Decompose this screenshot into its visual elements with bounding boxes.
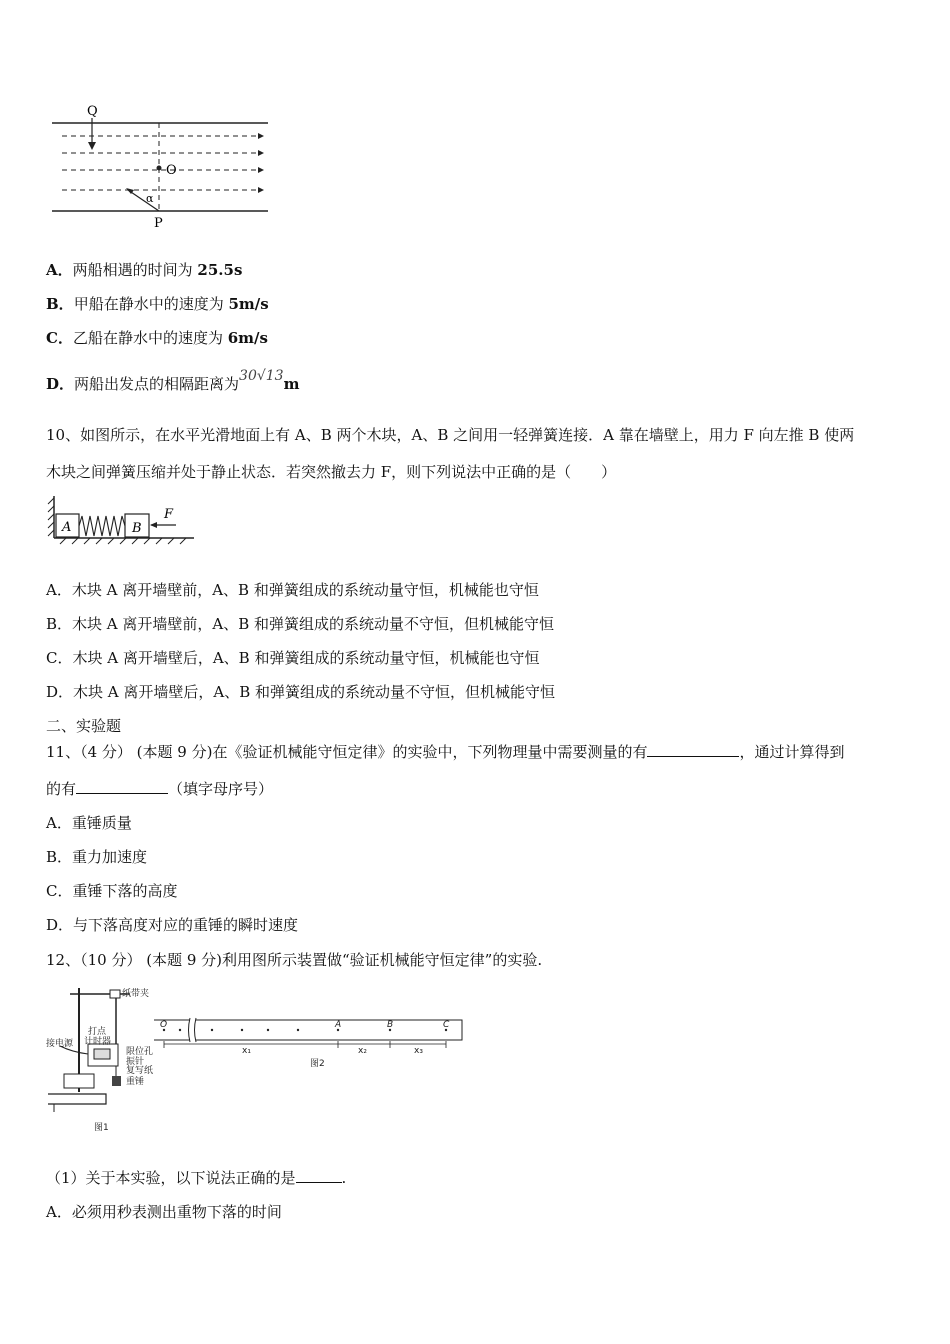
q12-stem: 12、（10 分） (本题 9 分)利用图所示装置做“验证机械能守恒定律”的实验. bbox=[46, 951, 543, 969]
apparatus-figure-1 bbox=[46, 982, 158, 1134]
q10-option-b: B．木块 A 离开墙壁前，A、B 和弹簧组成的系统动量不守恒，但机械能守恒 bbox=[46, 615, 555, 633]
tape-x2: x₂ bbox=[358, 1046, 367, 1056]
fig1-clip-label: 纸带夹 bbox=[122, 989, 150, 999]
tape-point-b: B bbox=[387, 1020, 394, 1030]
q11-stem-line1: 11、（4 分） (本题 9 分)在《验证机械能守恒定律》的实验中，下列物理量中需要测量的有 ，通过计算得到 bbox=[46, 743, 845, 761]
tape-point-o: O bbox=[160, 1020, 168, 1030]
q10-stem-line1: 10、如图所示，在水平光滑地面上有 A、B 两个木块，A、B 之间用一轻弹簧连接．A 靠在墙壁上，用力 F 向左推 B 使两 bbox=[46, 426, 855, 444]
point-o-label: O bbox=[166, 163, 177, 178]
q12-sub1-blank[interactable] bbox=[296, 1168, 342, 1183]
q12-sub1-option-a: A．必须用秒表测出重物下落的时间 bbox=[46, 1203, 282, 1221]
tape-x3: x₃ bbox=[414, 1046, 423, 1056]
fig1-needle-label: 振针 bbox=[126, 1057, 145, 1067]
spring-blocks-diagram bbox=[46, 494, 196, 546]
q9-option-a: A．两船相遇的时间为 25.5s bbox=[46, 261, 243, 279]
angle-label: α bbox=[146, 192, 154, 205]
q11-blank-1[interactable] bbox=[647, 742, 739, 757]
q9-option-d: D．两船出发点的相隔距离为30√13m bbox=[46, 368, 300, 393]
paper-tape-figure-2 bbox=[150, 1014, 470, 1070]
fig1-weight-label: 重锤 bbox=[126, 1077, 145, 1087]
section-heading: 二、实验题 bbox=[46, 717, 122, 735]
q10-option-c: C．木块 A 离开墙壁后，A、B 和弹簧组成的系统动量守恒，机械能也守恒 bbox=[46, 649, 540, 667]
point-p-label: P bbox=[154, 216, 163, 231]
fig1-timer-label-2: 计时器 bbox=[84, 1037, 112, 1047]
force-f-label: F bbox=[164, 507, 174, 522]
q9-option-c: C．乙船在静水中的速度为 6m/s bbox=[46, 329, 268, 347]
q11-option-b: B．重力加速度 bbox=[46, 848, 148, 866]
q10-option-d: D．木块 A 离开墙壁后，A、B 和弹簧组成的系统动量不守恒，但机械能守恒 bbox=[46, 683, 556, 701]
q11-blank-2[interactable] bbox=[76, 779, 168, 794]
tape-point-a: A bbox=[335, 1020, 342, 1030]
q11-option-c: C．重锤下落的高度 bbox=[46, 882, 178, 900]
distance-formula: 30√13 bbox=[239, 368, 284, 384]
fig2-caption: 图2 bbox=[310, 1059, 325, 1069]
q11-stem-line2: 的有 （填字母序号） bbox=[46, 780, 274, 798]
fig1-coil-label: 复写纸 bbox=[126, 1066, 154, 1076]
q12-sub1: （1）关于本实验，以下说法正确的是 . bbox=[46, 1169, 347, 1187]
q10-stem-line2: 木块之间弹簧压缩并处于静止状态．若突然撤去力 F，则下列说法中正确的是（ ） bbox=[46, 463, 617, 481]
q10-option-a: A．木块 A 离开墙壁前，A、B 和弹簧组成的系统动量守恒，机械能也守恒 bbox=[46, 581, 539, 599]
q9-option-b: B．甲船在静水中的速度为 5m/s bbox=[46, 295, 269, 313]
river-diagram bbox=[46, 100, 276, 232]
block-a-label: A bbox=[62, 520, 72, 535]
tape-point-c: C bbox=[443, 1020, 450, 1030]
fig1-limit-label: 限位孔 bbox=[126, 1047, 154, 1057]
fig1-timer-label-1: 打点 bbox=[88, 1027, 107, 1037]
q11-option-a: A．重锤质量 bbox=[46, 814, 132, 832]
fig1-power-label: 接电源 bbox=[46, 1039, 74, 1049]
tape-x1: x₁ bbox=[242, 1046, 251, 1056]
point-q-label: Q bbox=[87, 104, 98, 119]
q11-option-d: D．与下落高度对应的重锤的瞬时速度 bbox=[46, 916, 299, 934]
block-b-label: B bbox=[132, 521, 142, 536]
fig1-caption: 图1 bbox=[94, 1123, 109, 1133]
